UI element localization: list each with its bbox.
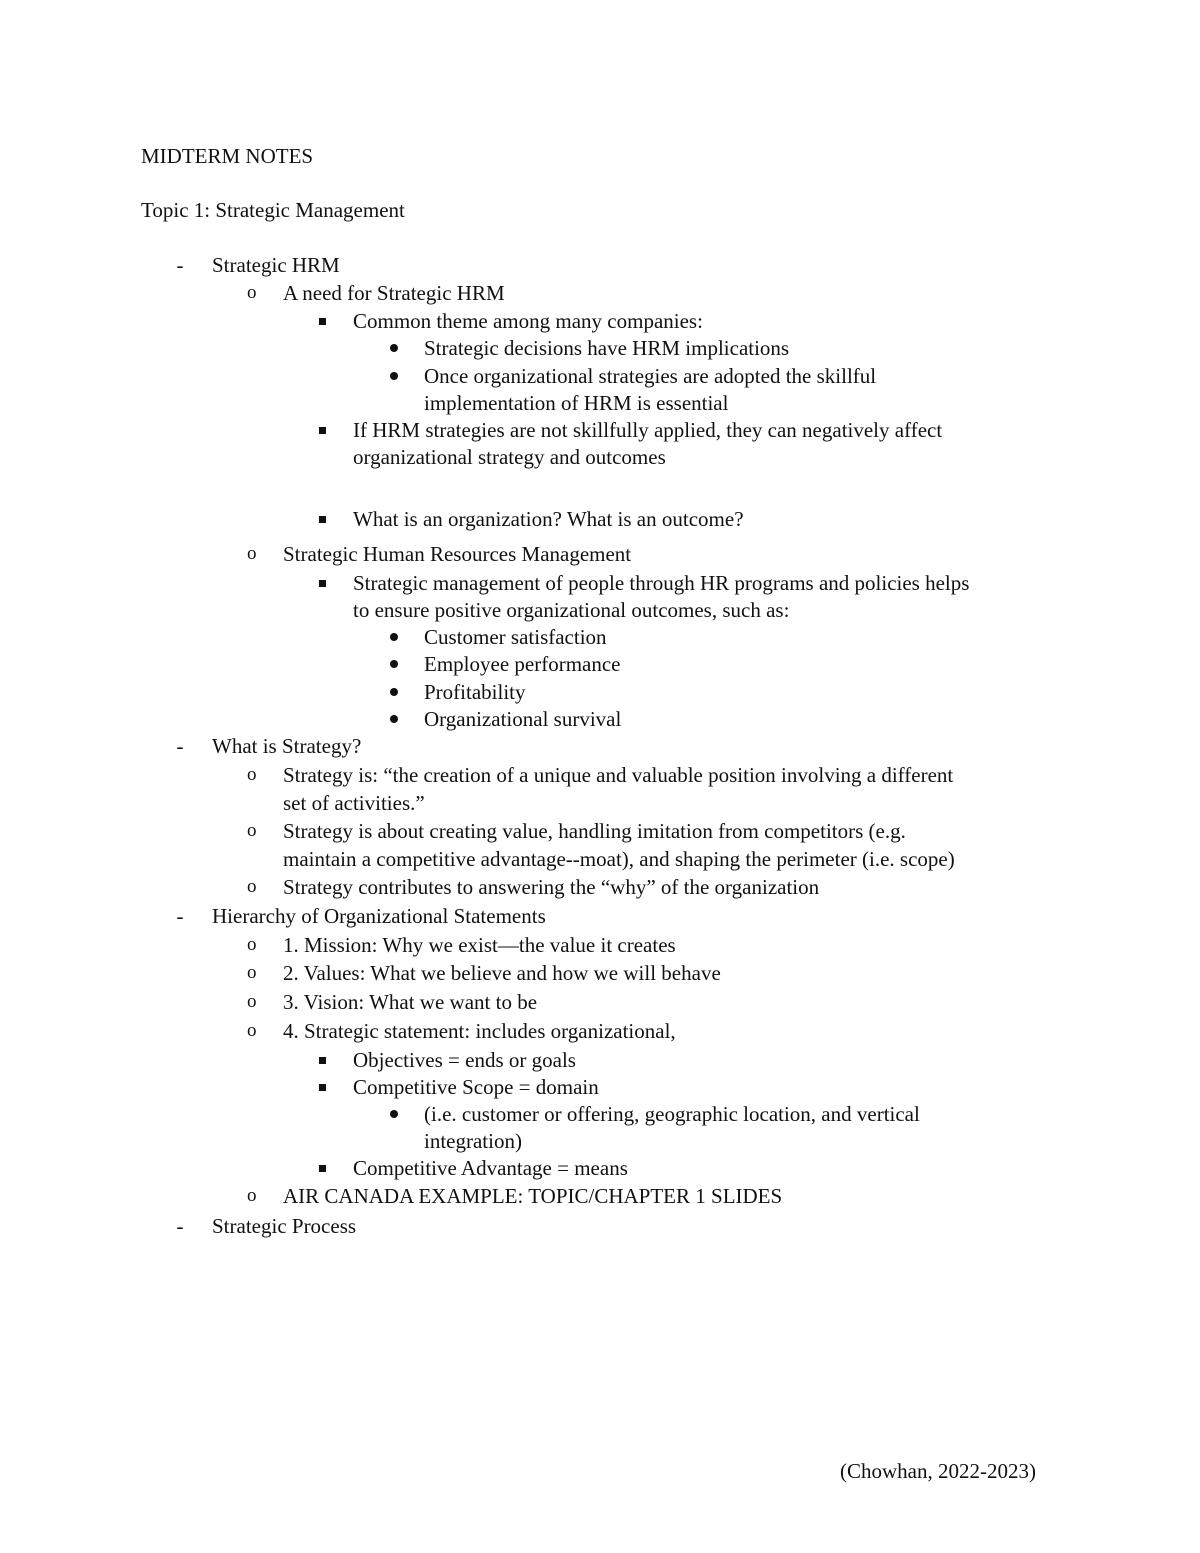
- outline-line: Strategic Human Resources Management: [283, 542, 632, 566]
- outline-line: Strategy is: “the creation of a unique and valuable position involving a different: [283, 763, 954, 787]
- outline-line: 3. Vision: What we want to be: [283, 990, 538, 1014]
- circle-bullet-icon: o: [247, 1185, 257, 1206]
- document-title: MIDTERM NOTES: [141, 144, 314, 168]
- outline-line: AIR CANADA EXAMPLE: TOPIC/CHAPTER 1 SLIDES: [283, 1184, 783, 1208]
- outline-line: A need for Strategic HRM: [283, 281, 505, 305]
- outline-line: If HRM strategies are not skillfully applied, they can negatively affect: [353, 418, 943, 442]
- outline-line: Competitive Advantage = means: [353, 1156, 628, 1180]
- circle-bullet-icon: o: [247, 1020, 257, 1041]
- square-bullet-icon: [319, 427, 326, 434]
- outline-line: Strategic Process: [212, 1214, 357, 1238]
- outline-line: organizational strategy and outcomes: [353, 445, 666, 469]
- outline-line: integration): [424, 1129, 522, 1153]
- outline-line: Strategic HRM: [212, 253, 340, 277]
- outline-line: Customer satisfaction: [424, 625, 607, 649]
- round-bullet-icon: [390, 688, 398, 696]
- outline-line: to ensure positive organizational outcomes, such as:: [353, 598, 790, 622]
- outline-line: Objectives = ends or goals: [353, 1048, 576, 1072]
- outline-line: (i.e. customer or offering, geographic location, and vertical: [424, 1102, 920, 1126]
- circle-bullet-icon: o: [247, 820, 257, 841]
- round-bullet-icon: [390, 660, 398, 668]
- outline-line: Competitive Scope = domain: [353, 1075, 599, 1099]
- outline-line: Strategic decisions have HRM implications: [424, 336, 790, 360]
- circle-bullet-icon: o: [247, 991, 257, 1012]
- circle-bullet-icon: o: [247, 962, 257, 983]
- outline-line: What is an organization? What is an outcome?: [353, 507, 744, 531]
- circle-bullet-icon: o: [247, 764, 257, 785]
- outline-line: Strategic management of people through HR programs and policies helps: [353, 571, 970, 595]
- outline-line: Once organizational strategies are adopted the skillful: [424, 364, 877, 388]
- outline-line: Strategy contributes to answering the “why” of the organization: [283, 875, 820, 899]
- square-bullet-icon: [319, 1165, 326, 1172]
- outline-line: implementation of HRM is essential: [424, 391, 729, 415]
- footer-citation: (Chowhan, 2022-2023): [840, 1459, 1036, 1483]
- dash-marker: -: [176, 904, 184, 928]
- round-bullet-icon: [390, 1110, 398, 1118]
- outline-line: Organizational survival: [424, 707, 622, 731]
- square-bullet-icon: [319, 580, 326, 587]
- outline-line: 1. Mission: Why we exist—the value it creates: [283, 933, 676, 957]
- square-bullet-icon: [319, 318, 326, 325]
- outline-line: Common theme among many companies:: [353, 309, 703, 333]
- circle-bullet-icon: o: [247, 934, 257, 955]
- square-bullet-icon: [319, 1057, 326, 1064]
- outline-line: 2. Values: What we believe and how we will behave: [283, 961, 721, 985]
- circle-bullet-icon: o: [247, 543, 257, 564]
- outline-line: 4. Strategic statement: includes organizational,: [283, 1019, 676, 1043]
- outline-line: Hierarchy of Organizational Statements: [212, 904, 546, 928]
- round-bullet-icon: [390, 344, 398, 352]
- dash-marker: -: [176, 253, 184, 277]
- square-bullet-icon: [319, 1084, 326, 1091]
- circle-bullet-icon: o: [247, 876, 257, 897]
- outline-line: Employee performance: [424, 652, 621, 676]
- square-bullet-icon: [319, 516, 326, 523]
- outline-line: Strategy is about creating value, handling imitation from competitors (e.g.: [283, 819, 906, 843]
- dash-marker: -: [176, 1214, 184, 1238]
- round-bullet-icon: [390, 372, 398, 380]
- round-bullet-icon: [390, 633, 398, 641]
- outline-line: Profitability: [424, 680, 526, 704]
- outline-line: What is Strategy?: [212, 734, 362, 758]
- topic-heading: Topic 1: Strategic Management: [141, 198, 405, 222]
- circle-bullet-icon: o: [247, 282, 257, 303]
- round-bullet-icon: [390, 715, 398, 723]
- outline-line: set of activities.”: [283, 791, 425, 815]
- dash-marker: -: [176, 734, 184, 758]
- outline-line: maintain a competitive advantage--moat), and shaping the perimeter (i.e. scope): [283, 847, 955, 871]
